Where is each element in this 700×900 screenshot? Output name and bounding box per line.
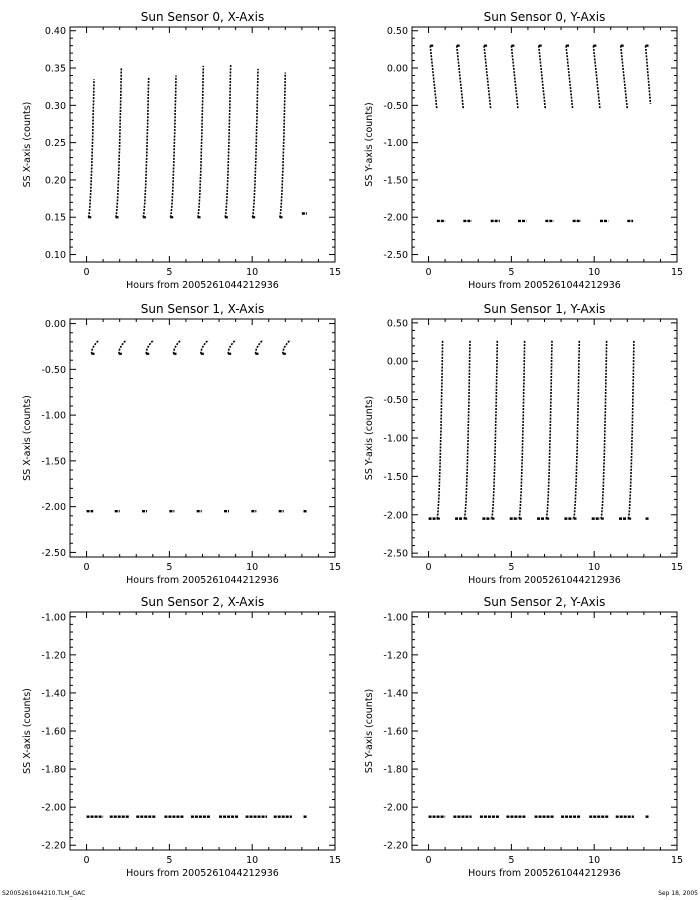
chart-title: Sun Sensor 2, Y-Axis — [483, 595, 606, 609]
data-sweep — [539, 46, 546, 109]
y-axis-label: SS Y-axis (counts) — [364, 102, 375, 187]
x-axis-label: Hours from 2005261044212936 — [468, 868, 621, 879]
x-tick-label: 10 — [246, 855, 259, 866]
y-tick-label: -1.00 — [383, 612, 408, 624]
chart-title: Sun Sensor 1, Y-Axis — [483, 302, 606, 316]
data-sweep — [574, 341, 580, 519]
data-sweep — [621, 46, 628, 109]
data-sweep — [511, 46, 518, 109]
data-sweep — [593, 46, 600, 109]
y-tick-label: -1.00 — [383, 433, 408, 445]
x-tick-label: 5 — [166, 562, 173, 573]
chart-panel-1 — [364, 10, 683, 291]
x-tick-label: 0 — [83, 267, 90, 278]
plot-frame — [412, 319, 677, 557]
y-tick-label: 0.35 — [44, 63, 66, 75]
data-sweep — [646, 46, 651, 104]
data-sweep — [492, 341, 498, 519]
data-sweep — [225, 64, 231, 217]
x-tick-label: 10 — [246, 562, 259, 573]
data-sweep — [283, 340, 291, 354]
chart-title: Sun Sensor 0, Y-Axis — [483, 10, 606, 24]
y-tick-label: -2.00 — [383, 212, 408, 224]
data-sweep — [88, 79, 94, 217]
data-sweep — [201, 340, 209, 354]
y-tick-label: 0.10 — [44, 250, 66, 262]
y-tick-label: -1.80 — [383, 764, 408, 776]
y-tick-label: 0.00 — [44, 319, 66, 331]
data-sweep — [280, 73, 286, 218]
x-tick-label: 5 — [166, 855, 173, 866]
data-sweep — [146, 340, 153, 354]
y-tick-label: 0.00 — [386, 356, 408, 368]
x-tick-label: 15 — [670, 562, 684, 573]
data-sweep — [174, 340, 182, 354]
y-tick-label: 0.20 — [44, 175, 66, 187]
y-tick-label: 0.00 — [386, 63, 408, 75]
y-tick-label: 0.15 — [44, 212, 66, 224]
chart-panel-5 — [364, 595, 683, 879]
plot-frame — [412, 612, 677, 850]
y-tick-label: 0.30 — [44, 100, 66, 112]
data-sweep — [198, 66, 204, 217]
y-tick-label: -1.00 — [41, 612, 66, 624]
y-tick-label: -2.20 — [383, 840, 408, 852]
y-tick-label: -0.50 — [41, 364, 66, 376]
x-tick-label: 15 — [328, 562, 342, 573]
y-tick-label: -1.20 — [383, 650, 408, 662]
plot-frame — [412, 27, 677, 262]
data-sweep — [484, 46, 491, 109]
data-sweep — [256, 340, 264, 354]
y-tick-label: -2.50 — [383, 250, 408, 262]
data-sweep — [519, 341, 525, 519]
data-sweep — [437, 341, 443, 519]
data-sweep — [92, 340, 100, 354]
x-tick-label: 15 — [328, 855, 342, 866]
y-axis-label: SS Y-axis (counts) — [364, 395, 375, 481]
data-sweep — [457, 46, 464, 109]
y-tick-label: -1.80 — [41, 764, 66, 776]
x-tick-label: 0 — [83, 562, 90, 573]
x-tick-label: 5 — [508, 267, 515, 278]
x-tick-label: 0 — [425, 562, 432, 573]
data-sweep — [566, 46, 573, 109]
x-tick-label: 0 — [83, 855, 90, 866]
y-tick-label: -1.40 — [383, 688, 408, 700]
x-tick-label: 0 — [425, 855, 432, 866]
data-sweep — [601, 341, 607, 519]
y-axis-label: SS Y-axis (counts) — [364, 688, 375, 774]
data-sweep — [546, 341, 552, 519]
y-axis-label: SS X-axis (counts) — [22, 101, 33, 188]
x-tick-label: 15 — [670, 855, 684, 866]
y-tick-label: -2.00 — [383, 510, 408, 522]
x-tick-label: 0 — [425, 267, 432, 278]
y-tick-label: -0.50 — [383, 395, 408, 407]
data-sweep — [119, 340, 126, 354]
y-tick-label: -1.50 — [383, 175, 408, 187]
x-axis-label: Hours from 2005261044212936 — [126, 868, 279, 879]
x-tick-label: 10 — [246, 267, 259, 278]
chart-panel-0 — [22, 10, 341, 291]
y-tick-label: -0.50 — [383, 100, 408, 112]
y-tick-label: -2.00 — [41, 502, 66, 514]
y-axis-label: SS X-axis (counts) — [22, 395, 33, 481]
data-sweep — [464, 341, 470, 519]
x-axis-label: Hours from 2005261044212936 — [126, 280, 279, 291]
y-tick-label: -1.00 — [41, 410, 66, 422]
chart-panel-2 — [22, 302, 341, 586]
y-tick-label: -1.60 — [41, 726, 66, 738]
x-tick-label: 15 — [328, 267, 342, 278]
y-tick-label: -2.50 — [383, 548, 408, 560]
data-sweep — [228, 340, 235, 354]
y-tick-label: -1.00 — [383, 138, 408, 150]
y-tick-label: -1.20 — [41, 650, 66, 662]
y-tick-label: -1.50 — [41, 456, 66, 468]
plot-frame — [70, 612, 335, 850]
data-sweep — [628, 341, 634, 519]
data-sweep — [170, 76, 176, 218]
footer-date: Sep 18, 2005 — [658, 890, 698, 897]
y-tick-label: -2.00 — [383, 802, 408, 814]
y-axis-label: SS X-axis (counts) — [22, 688, 33, 774]
y-tick-label: 0.40 — [44, 26, 66, 38]
x-axis-label: Hours from 2005261044212936 — [126, 575, 279, 586]
y-tick-label: -2.20 — [41, 840, 66, 852]
y-tick-label: -1.50 — [383, 471, 408, 483]
data-sweep — [252, 69, 258, 217]
x-tick-label: 10 — [588, 855, 601, 866]
x-tick-label: 15 — [670, 267, 684, 278]
chart-title: Sun Sensor 0, X-Axis — [140, 10, 265, 24]
x-tick-label: 5 — [508, 562, 515, 573]
plot-frame — [70, 27, 335, 262]
y-tick-label: -2.50 — [41, 547, 66, 559]
chart-panel-3 — [364, 302, 683, 586]
data-sweep — [430, 46, 437, 109]
x-axis-label: Hours from 2005261044212936 — [468, 575, 621, 586]
chart-panel-4 — [22, 595, 341, 879]
y-tick-label: -1.40 — [41, 688, 66, 700]
chart-title: Sun Sensor 2, X-Axis — [140, 595, 265, 609]
x-tick-label: 10 — [588, 562, 601, 573]
data-sweep — [116, 68, 122, 217]
y-tick-label: 0.50 — [386, 26, 408, 38]
x-axis-label: Hours from 2005261044212936 — [468, 280, 621, 291]
x-tick-label: 10 — [588, 267, 601, 278]
data-sweep — [143, 78, 149, 218]
x-tick-label: 5 — [508, 855, 515, 866]
footer-filename: S2005261044210.TLM_GAC — [2, 890, 86, 897]
y-tick-label: 0.50 — [386, 318, 408, 330]
y-tick-label: -1.60 — [383, 726, 408, 738]
y-tick-label: -2.00 — [41, 802, 66, 814]
chart-title: Sun Sensor 1, X-Axis — [140, 302, 265, 316]
x-tick-label: 5 — [166, 267, 173, 278]
y-tick-label: 0.25 — [44, 138, 66, 150]
